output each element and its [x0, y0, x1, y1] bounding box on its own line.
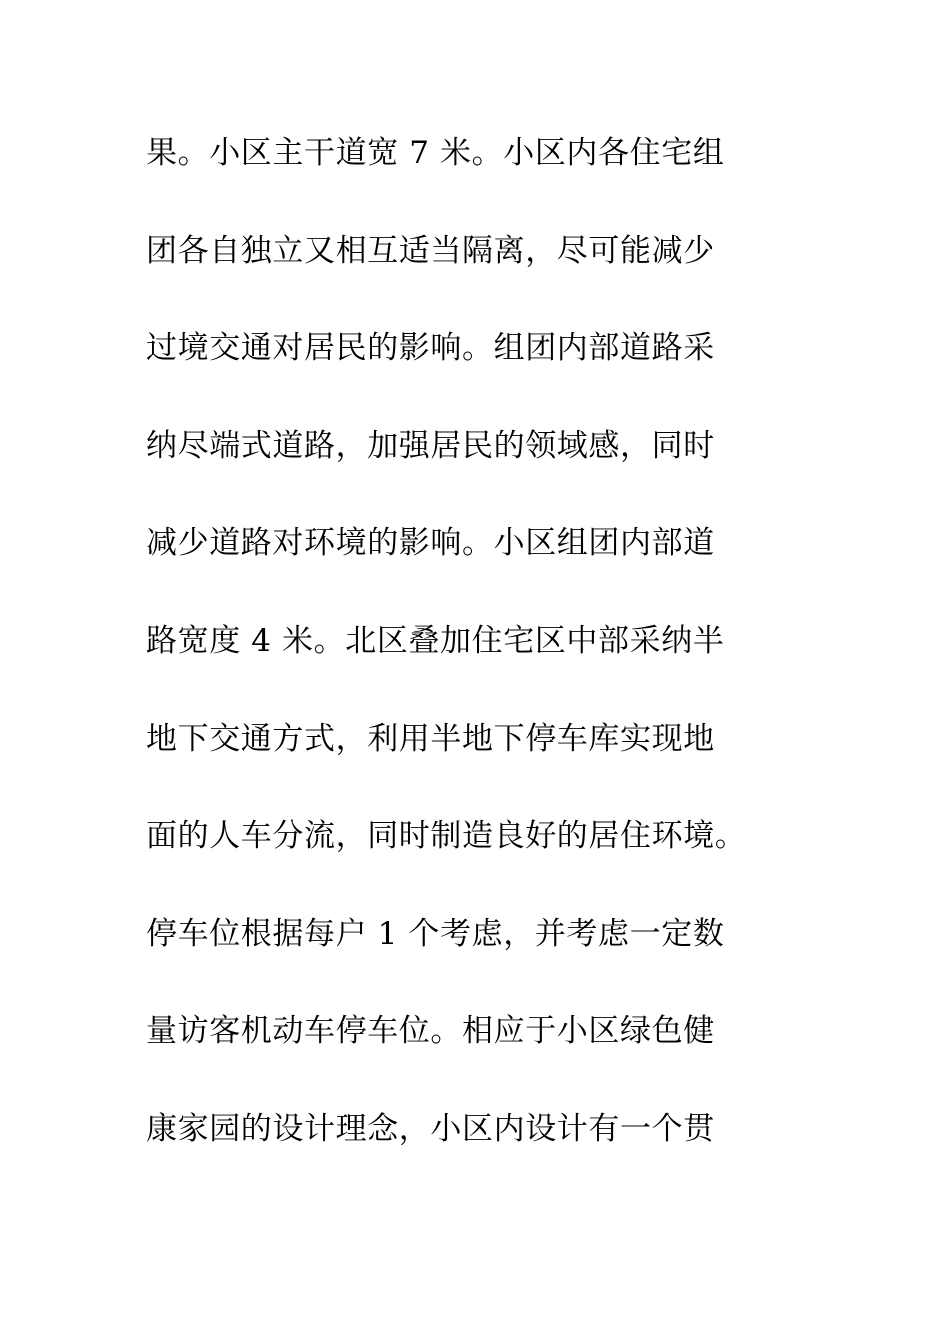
body-text — [146, 122, 826, 1196]
text-line-4: 纳尽端式道路，加强居民的领域感，同时 — [146, 427, 715, 464]
text-line-5: 减少道路对环境的影响。小区组团内部道 — [146, 525, 715, 562]
text-line-1: 果。小区主干道宽 7 米。小区内各住宅组 — [146, 135, 725, 171]
text-line-10: 量访客机动车停车位。相应于小区绿色健 — [146, 1013, 715, 1050]
text-line-2: 团各自独立又相互适当隔离，尽可能减少 — [146, 232, 715, 269]
text-line-11: 康家园的设计理念，小区内设计有一个贯 — [146, 1110, 715, 1147]
text-line-6: 路宽度 4 米。北区叠加住宅区中部采纳半 — [146, 622, 725, 659]
text-line-3: 过境交通对居民的影响。组团内部道路采 — [146, 330, 715, 367]
text-line-8: 面的人车分流，同时制造良好的居住环境。 — [146, 818, 747, 855]
text-line-7: 地下交通方式，利用半地下停车库实现地 — [146, 720, 715, 757]
text-line-9: 停车位根据每户 1 个考虑，并考虑一定数 — [146, 915, 725, 952]
